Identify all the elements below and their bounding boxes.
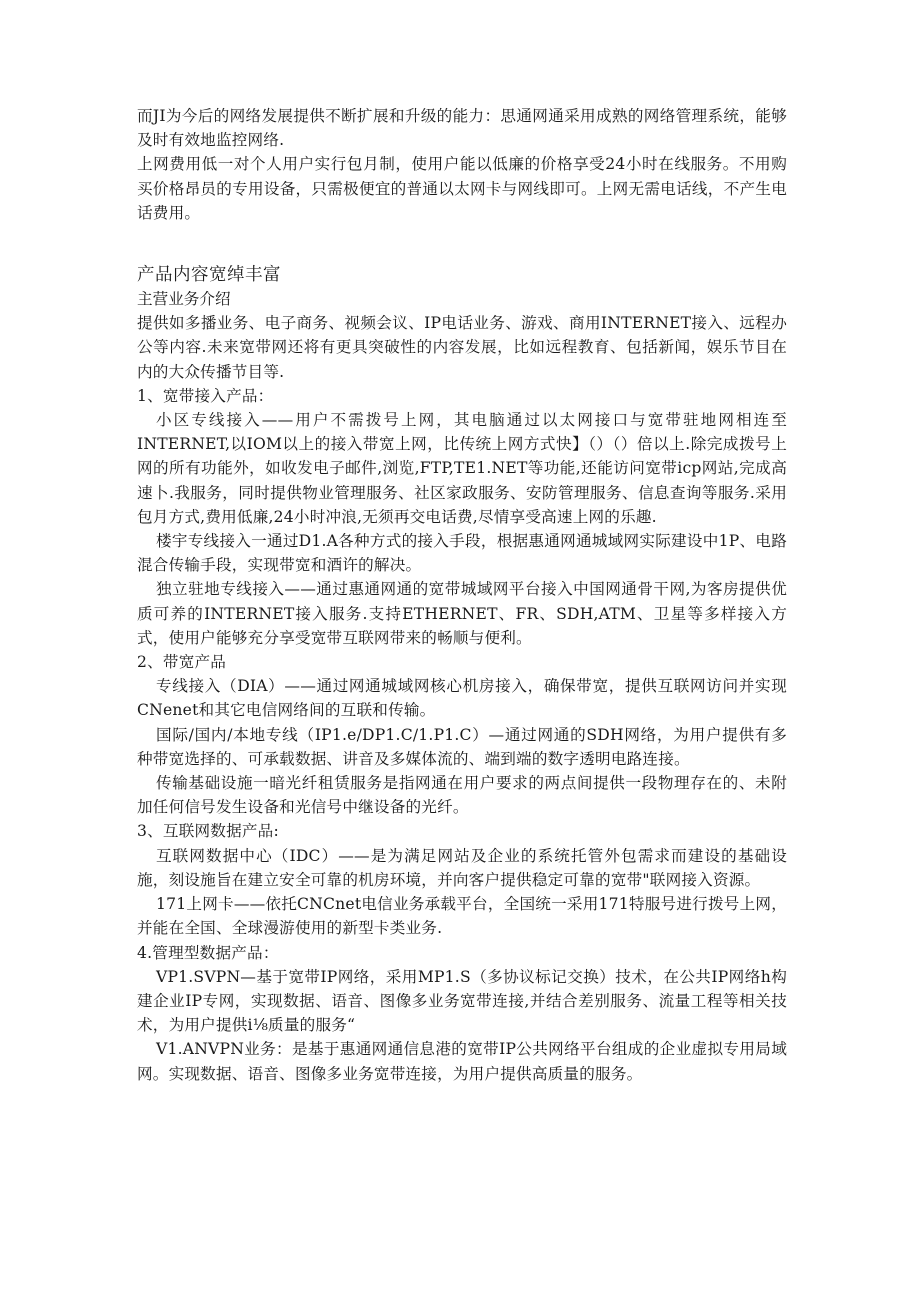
intro-paragraph-1: 而JI为今后的网络发展提供不断扩展和升级的能力：思通网通采用成熟的网络管理系统，能够及时有效地监控网络.	[137, 107, 787, 150]
section-1-item-1: 小区专线接入——用户不需拨号上网，其电脑通过以太网接口与宽带驻地网相连至INTERNET,以IOM以上的接入带宽上网，比传统上网方式快】（）（）倍以上.除完成拨号上网的所有功能外，如收发电子邮件,浏览,FTP,TE1.NET等功能,还能访问宽带icp网站,完成高速卜.我服务，同时提供物业管理服务、社区家政服务、安防管理服务、信息查询等服务.采用包月方式,费用低廉,24小时冲浪,无须再交电话费,尽情享受高速上网的乐趣.	[137, 411, 787, 526]
section-3-title: 3、互联网数据产品:	[137, 822, 279, 841]
section-3-item-1: 互联网数据中心（IDC）——是为满足网站及企业的系统托管外包需求而建设的基础设施，刻设施旨在建立安全可靠的机房环境，并向客户提供稳定可靠的宽带"联网接入资源。	[137, 846, 787, 889]
section-4-item-1: VP1.SVPN—基于宽带IP网络，采用MP1.S（多协议标记交换）技术，在公共IP网络h构建企业IP专网，实现数据、语音、图像多业务宽带连接,并结合差别服务、流量工程等相关技术，为用户提供i⅛质量的服务“	[137, 967, 787, 1035]
intro-paragraph-2: 上网费用低一对个人用户实行包月制，使用户能以低廉的价格享受24小时在线服务。不用购买价格昂员的专用设备，只需极便宜的普通以太网卡与网线即可。上网无需电话线，不产生电话费用。	[137, 155, 787, 222]
section-3-item-2: 171上网卡——依托CNCnet电信业务承载平台，全国统一采用171特服号进行拨号上网，并能在全国、全球漫游使用的新型卡类业务.	[137, 895, 787, 938]
section-2-title: 2、带宽产品	[137, 653, 227, 672]
section-1-item-2: 楼宇专线接入一通过D1.A各种方式的接入手段，根据惠通网通城域网实际建设中1P、电路混合传输手段，实现带宽和酒许的解决。	[137, 532, 787, 575]
section-1-title: 1、宽带接入产品：	[137, 386, 274, 405]
section-2-item-3: 传输基础设施一暗光纤租赁服务是指网通在用户要求的两点间提供一段物理存在的、未附加任何信号发生设备和光信号中继设备的光纤。	[137, 774, 787, 817]
section-1-item-3: 独立驻地专线接入——通过惠通网通的宽带城域网平台接入中国网通骨干网,为客房提供优质可养的INTERNET接入服务.支持ETHERNET、FR、SDH,ATM、卫星等多样接入方式，使用户能够充分享受宽带互联网带来的畅顺与便利。	[137, 580, 787, 647]
section-4-title: 4.管理型数据产品：	[137, 943, 279, 962]
section-2-item-1: 专线接入（DIA）——通过网通城域网核心机房接入，确保带宽，提供互联网访问并实现CNenet和其它电信网络间的互联和传输。	[137, 677, 787, 720]
section-2-item-2: 国际/国内/本地专线（IP1.e∕DP1.C∕1.P1.C）—通过网通的SDH网络，为用户提供有多种带宽选择的、可承载数据、讲音及多媒体流的、端到端的数字透明电路连接。	[137, 725, 787, 768]
document-page	[137, 104, 787, 1086]
section-4-item-2: V1.ANVPN业务：是基于惠通网通信息港的宽带IP公共网络平台组成的企业虚拟专用局域网。实现数据、语音、图像多业务宽带连接，为用户提供高质量的服务。	[137, 1040, 787, 1083]
section-heading: 产品内容宽绰丰富	[137, 265, 281, 286]
overview-paragraph: 提供如多播业务、电子商务、视频会议、IP电话业务、游戏、商用INTERNET接入、远程办公等内容.未来宽带网还将有更具突破性的内容发展，比如远程教育、包括新闻，娱乐节目在内的大众传播节目等.	[137, 314, 787, 381]
subheading: 主营业务介绍	[137, 290, 231, 309]
